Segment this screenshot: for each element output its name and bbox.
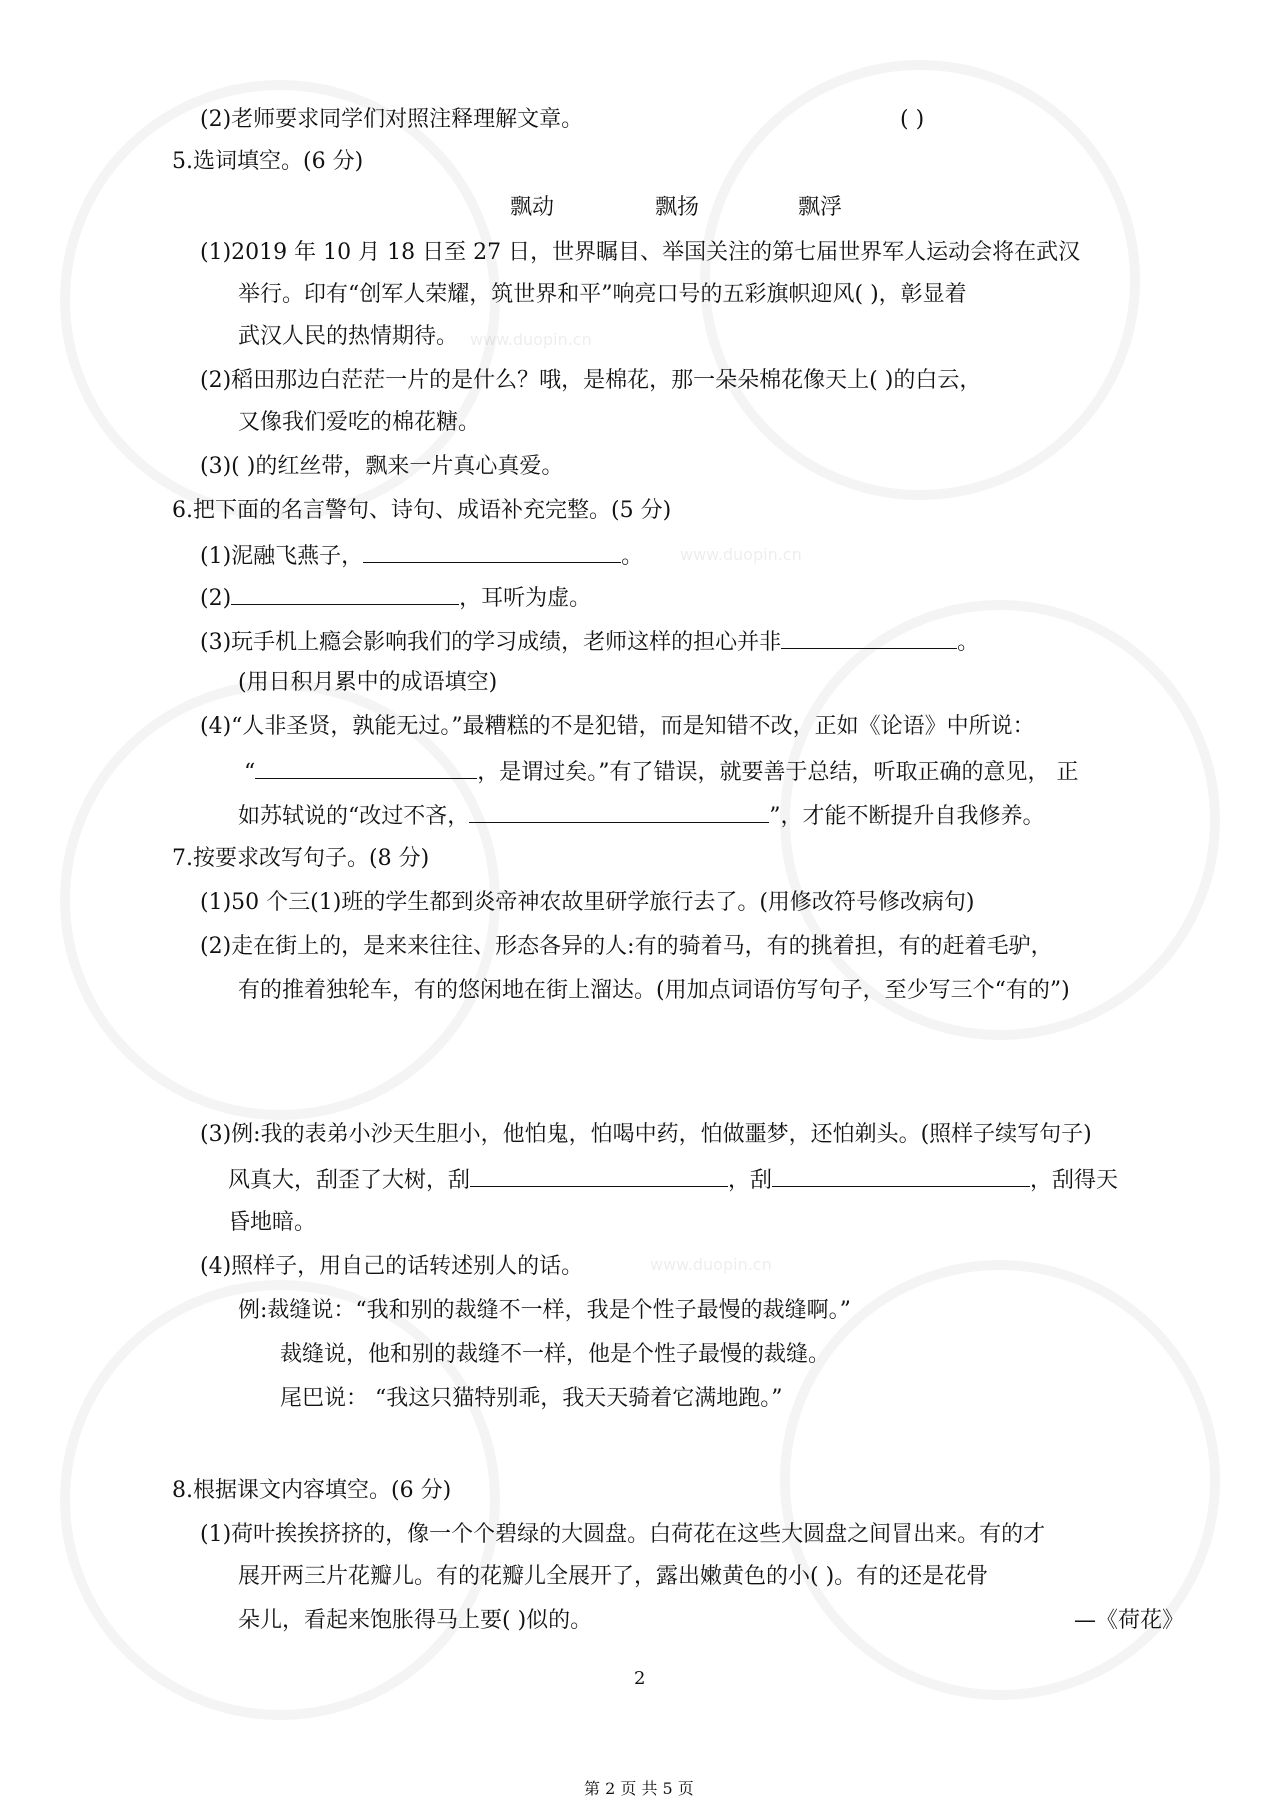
q7-item-3-line-1: (3)例:我的表弟小沙天生胆小，他怕鬼，怕喝中药，怕做噩梦，还怕剃头。(照样子续写句子) — [200, 1122, 1092, 1147]
q8-item-1-line-3: 朵儿，看起来饱胀得马上要( )似的。 — [238, 1608, 593, 1633]
q6-title: 6.把下面的名言警句、诗句、成语补充完整。(5 分) — [172, 498, 672, 523]
page-number: 2 — [634, 1668, 646, 1689]
q7-item-4-example-2: 裁缝说，他和别的裁缝不一样，他是个性子最慢的裁缝。 — [280, 1342, 831, 1367]
q7-item-3-line-3: 昏地暗。 — [228, 1210, 317, 1235]
q6-item-1: (1)泥融飞燕子， 。 — [200, 540, 643, 572]
exam-page: www.duopin.cn www.duopin.cn www.duopin.cn (2)老师要求同学们对照注释理解文章。 ( ) 5.选词填空。(6 分) 飘动 飘扬 飘浮 (1)2019 年 10 月 18 日至 27 日，世界瞩目、举国关注的第七届世界军人运动会将在武汉 举行。印有“创军人荣耀，筑世界和平”响亮口号的五彩旗帜迎风( )，彰显着 武汉人民的热情期待。 (2)稻田那边白茫茫一片的是什么？哦，是棉花，那一朵朵棉花像天上( )的白云， 又像我们爱吃的棉花糖。 (3)( )的红丝带，飘来一片真心真爱。 6.把下面的名言警句、诗句、成语补充完整。(5 分) (1)泥融飞燕子， 。 (2) ，耳听为虚。 (3)玩手机上瘾会影响我们的学习成绩，老师这样的担心并非 。 (用日积月累中的成语填空) (4)“人非圣贤，孰能无过。”最糟糕的不是犯错，而是知错不改，正如《论语》中所说： “ ，是谓过矣。”有了错误，就要善于总结，听取正确的意见， 正 如苏轼说的“改过不吝， ”，才能不断提升自我修养。 7.按要求改写句子。(8 分) (1)50 个三(1)班的学生都到炎帝神农故里研学旅行去了。(用修改符号修改病句) (2)走在街上的，是来来往往、形态各异的人:有的骑着马，有的挑着担，有的赶着毛驴， 有的推着独轮车，有的悠闲地在街上溜达。(用加点词语仿写句子，至少写三个“有的”) (3)例:我的表弟小沙天生胆小，他怕鬼，怕喝中药，怕做噩梦，还怕剃头。(照样子续写句子) 风真大，刮歪了大树，刮 ，刮 ，刮得天 昏地暗。 (4)照样子，用自己的话转述别人的话。 例:裁缝说：“我和别的裁缝不一样，我是个性子最慢的裁缝啊。” 裁缝说，他和别的裁缝不一样，他是个性子最慢的裁缝。 尾巴说： “我这只猫特别乖，我天天骑着它满地跑。” 8.根据课文内容填空。(6 分) (1)荷叶挨挨挤挤的，像一个个碧绿的大圆盘。白荷花在这些大圆盘之间冒出来。有的才 展开两三片花瓣儿。有的花瓣儿全展开了，露出嫩黄色的小( )。有的还是花骨 朵儿，看起来饱胀得马上要( )似的。 —《荷花》 2 第 2 页 共 5 页 — [0, 0, 1280, 1812]
q7-item-3-blank-2[interactable] — [772, 1164, 1030, 1187]
q5-item-3: (3)( )的红丝带，飘来一片真心真爱。 — [200, 454, 564, 479]
q5-word-2: 飘扬 — [655, 195, 700, 220]
q7-item-4-example-1: 例:裁缝说：“我和别的裁缝不一样，我是个性子最慢的裁缝啊。” — [238, 1298, 851, 1323]
q7-item-2-line-1: (2)走在街上的，是来来往往、形态各异的人:有的骑着马，有的挑着担，有的赶着毛驴， — [200, 934, 1053, 959]
q5-item-1-line-1: (1)2019 年 10 月 18 日至 27 日，世界瞩目、举国关注的第七届世界军人运动会将在武汉 — [200, 240, 1081, 265]
q6-item-2-blank[interactable] — [231, 582, 459, 605]
q5-item-1-line-2: 举行。印有“创军人荣耀，筑世界和平”响亮口号的五彩旗帜迎风( )，彰显着 — [238, 282, 967, 307]
q8-title: 8.根据课文内容填空。(6 分) — [172, 1478, 452, 1503]
q7-item-4: (4)照样子，用自己的话转述别人的话。 — [200, 1254, 584, 1279]
q7-item-2-line-2: 有的推着独轮车，有的悠闲地在街上溜达。(用加点词语仿写句子，至少写三个“有的”) — [238, 978, 1070, 1003]
q7-item-4-task: 尾巴说： “我这只猫特别乖，我天天骑着它满地跑。” — [280, 1386, 783, 1411]
q7-item-4-answer-area[interactable] — [280, 1420, 1180, 1460]
q7-title: 7.按要求改写句子。(8 分) — [172, 846, 430, 871]
q6-item-3: (3)玩手机上瘾会影响我们的学习成绩，老师这样的担心并非 。 — [200, 626, 979, 658]
q6-item-4-line-2: “ ，是谓过矣。”有了错误，就要善于总结，听取正确的意见， 正 — [244, 756, 1079, 788]
q8-item-1-line-2: 展开两三片花瓣儿。有的花瓣儿全展开了，露出嫩黄色的小( )。有的还是花骨 — [238, 1564, 989, 1589]
q5-word-3: 飘浮 — [798, 195, 843, 220]
q7-item-2-answer-area[interactable] — [238, 1016, 1178, 1106]
q5-item-2-line-1: (2)稻田那边白茫茫一片的是什么？哦，是棉花，那一朵朵棉花像天上( )的白云， — [200, 368, 982, 393]
q5-item-2-line-2: 又像我们爱吃的棉花糖。 — [238, 410, 481, 435]
q8-item-1-source: —《荷花》 — [1074, 1608, 1185, 1633]
q6-item-2: (2) ，耳听为虚。 — [200, 582, 591, 614]
q5-word-1: 飘动 — [510, 195, 555, 220]
q6-item-4-line-3: 如苏轼说的“改过不吝， ”，才能不断提升自我修养。 — [238, 800, 1045, 832]
page-footer: 第 2 页 共 5 页 — [584, 1779, 694, 1798]
q7-item-3-blank-1[interactable] — [470, 1164, 728, 1187]
q7-item-1: (1)50 个三(1)班的学生都到炎帝神农故里研学旅行去了。(用修改符号修改病句) — [200, 890, 975, 915]
q5-title: 5.选词填空。(6 分) — [172, 149, 364, 174]
q7-item-3-line-2: 风真大，刮歪了大树，刮 ，刮 ，刮得天 — [228, 1164, 1118, 1196]
q8-item-1-line-1: (1)荷叶挨挨挤挤的，像一个个碧绿的大圆盘。白荷花在这些大圆盘之间冒出来。有的才 — [200, 1522, 1046, 1547]
q6-item-3-note: (用日积月累中的成语填空) — [238, 670, 498, 695]
q4-item-2: (2)老师要求同学们对照注释理解文章。 — [200, 107, 584, 132]
q6-item-4-line-1: (4)“人非圣贤，孰能无过。”最糟糕的不是犯错，而是知错不改，正如《论语》中所说： — [200, 714, 1035, 739]
q6-item-4-blank-1[interactable] — [255, 756, 477, 779]
q6-item-4-blank-2[interactable] — [469, 800, 769, 823]
q5-item-1-line-3: 武汉人民的热情期待。 — [238, 324, 459, 349]
q4-item-2-answer-paren[interactable]: ( ) — [900, 107, 925, 132]
q6-item-1-blank[interactable] — [363, 540, 621, 563]
q6-item-3-blank[interactable] — [781, 626, 957, 649]
